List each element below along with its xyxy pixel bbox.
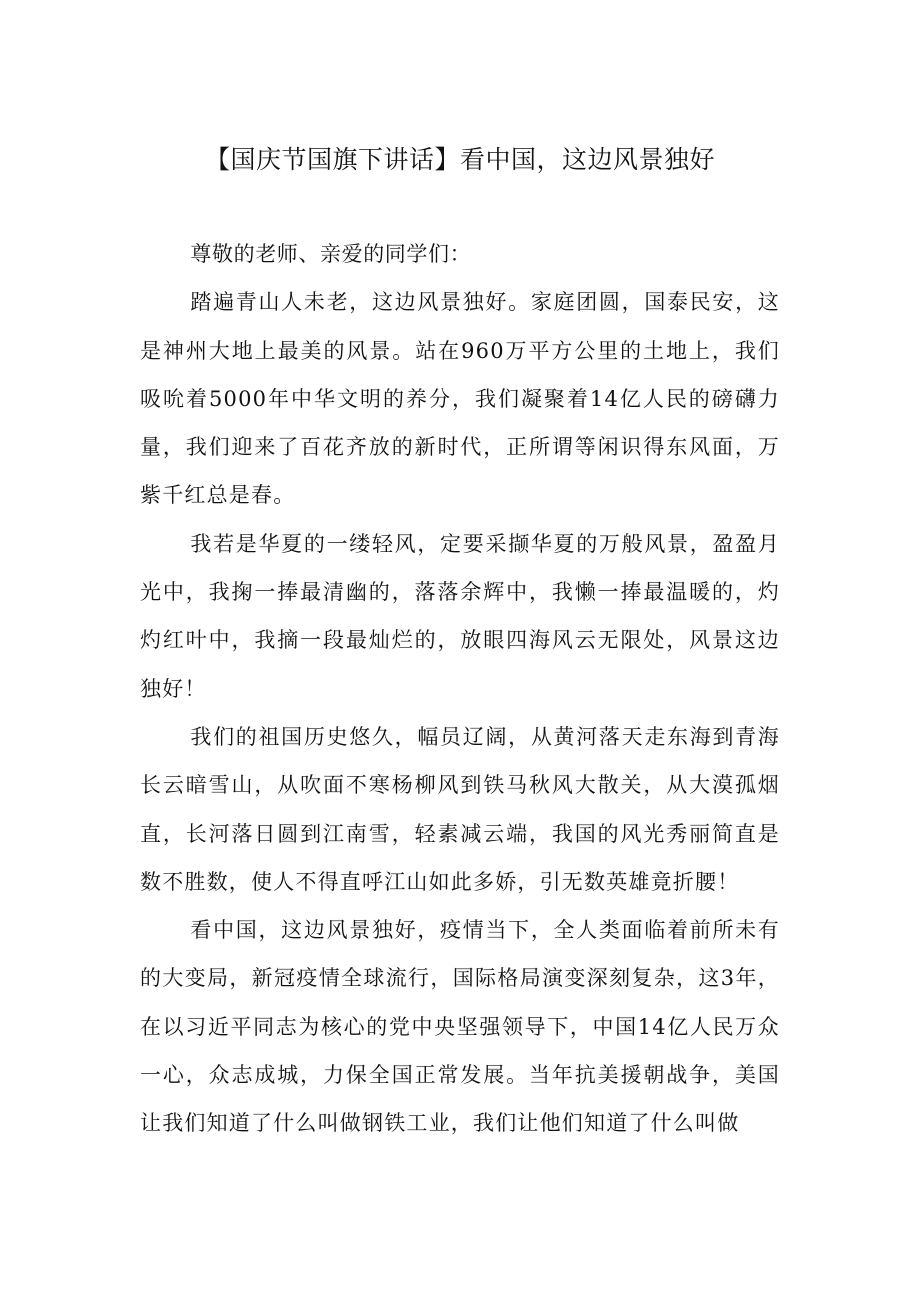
body-paragraph: 我若是华夏的一缕轻风，定要采撷华夏的万般风景，盈盈月光中，我掬一捧最清幽的，落落余辉中，我懒一捧最温暖的，灼灼红叶中，我摘一段最灿烂的，放眼四海风云无限处，风景这边独好！	[140, 531, 780, 701]
salutation-paragraph: 尊敬的老师、亲爱的同学们：	[190, 242, 472, 266]
body-paragraph: 踏遍青山人未老，这边风景独好。家庭团圆，国泰民安，这是神州大地上最美的风景。站在960万平方公里的土地上，我们吸吮着5000年中华文明的养分，我们凝聚着14亿人民的磅礴力量，我们迎来了百花齐放的新时代，正所谓等闲识得东风面，万紫千红总是春。	[140, 290, 780, 508]
document-title: 【国庆节国旗下讲话】看中国，这边风景独好	[204, 145, 715, 174]
body-paragraph: 我们的祖国历史悠久，幅员辽阔，从黄河落天走东海到青海长云暗雪山，从吹面不寒杨柳风到铁马秋风大散关，从大漠孤烟直，长河落日圆到江南雪，轻素减云端，我国的风光秀丽简直是数不胜数，使人不得直呼江山如此多娇，引无数英雄竟折腰！	[140, 724, 780, 894]
document-body	[140, 230, 780, 1148]
body-paragraph: 看中国，这边风景独好，疫情当下，全人类面临着前所未有的大变局，新冠疫情全球流行，国际格局演变深刻复杂，这3年，在以习近平同志为核心的党中央坚强领导下，中国14亿人民万众一心，众志成城，力保全国正常发展。当年抗美援朝战争，美国让我们知道了什么叫做钢铁工业，我们让他们知道了什么叫做	[140, 918, 780, 1136]
